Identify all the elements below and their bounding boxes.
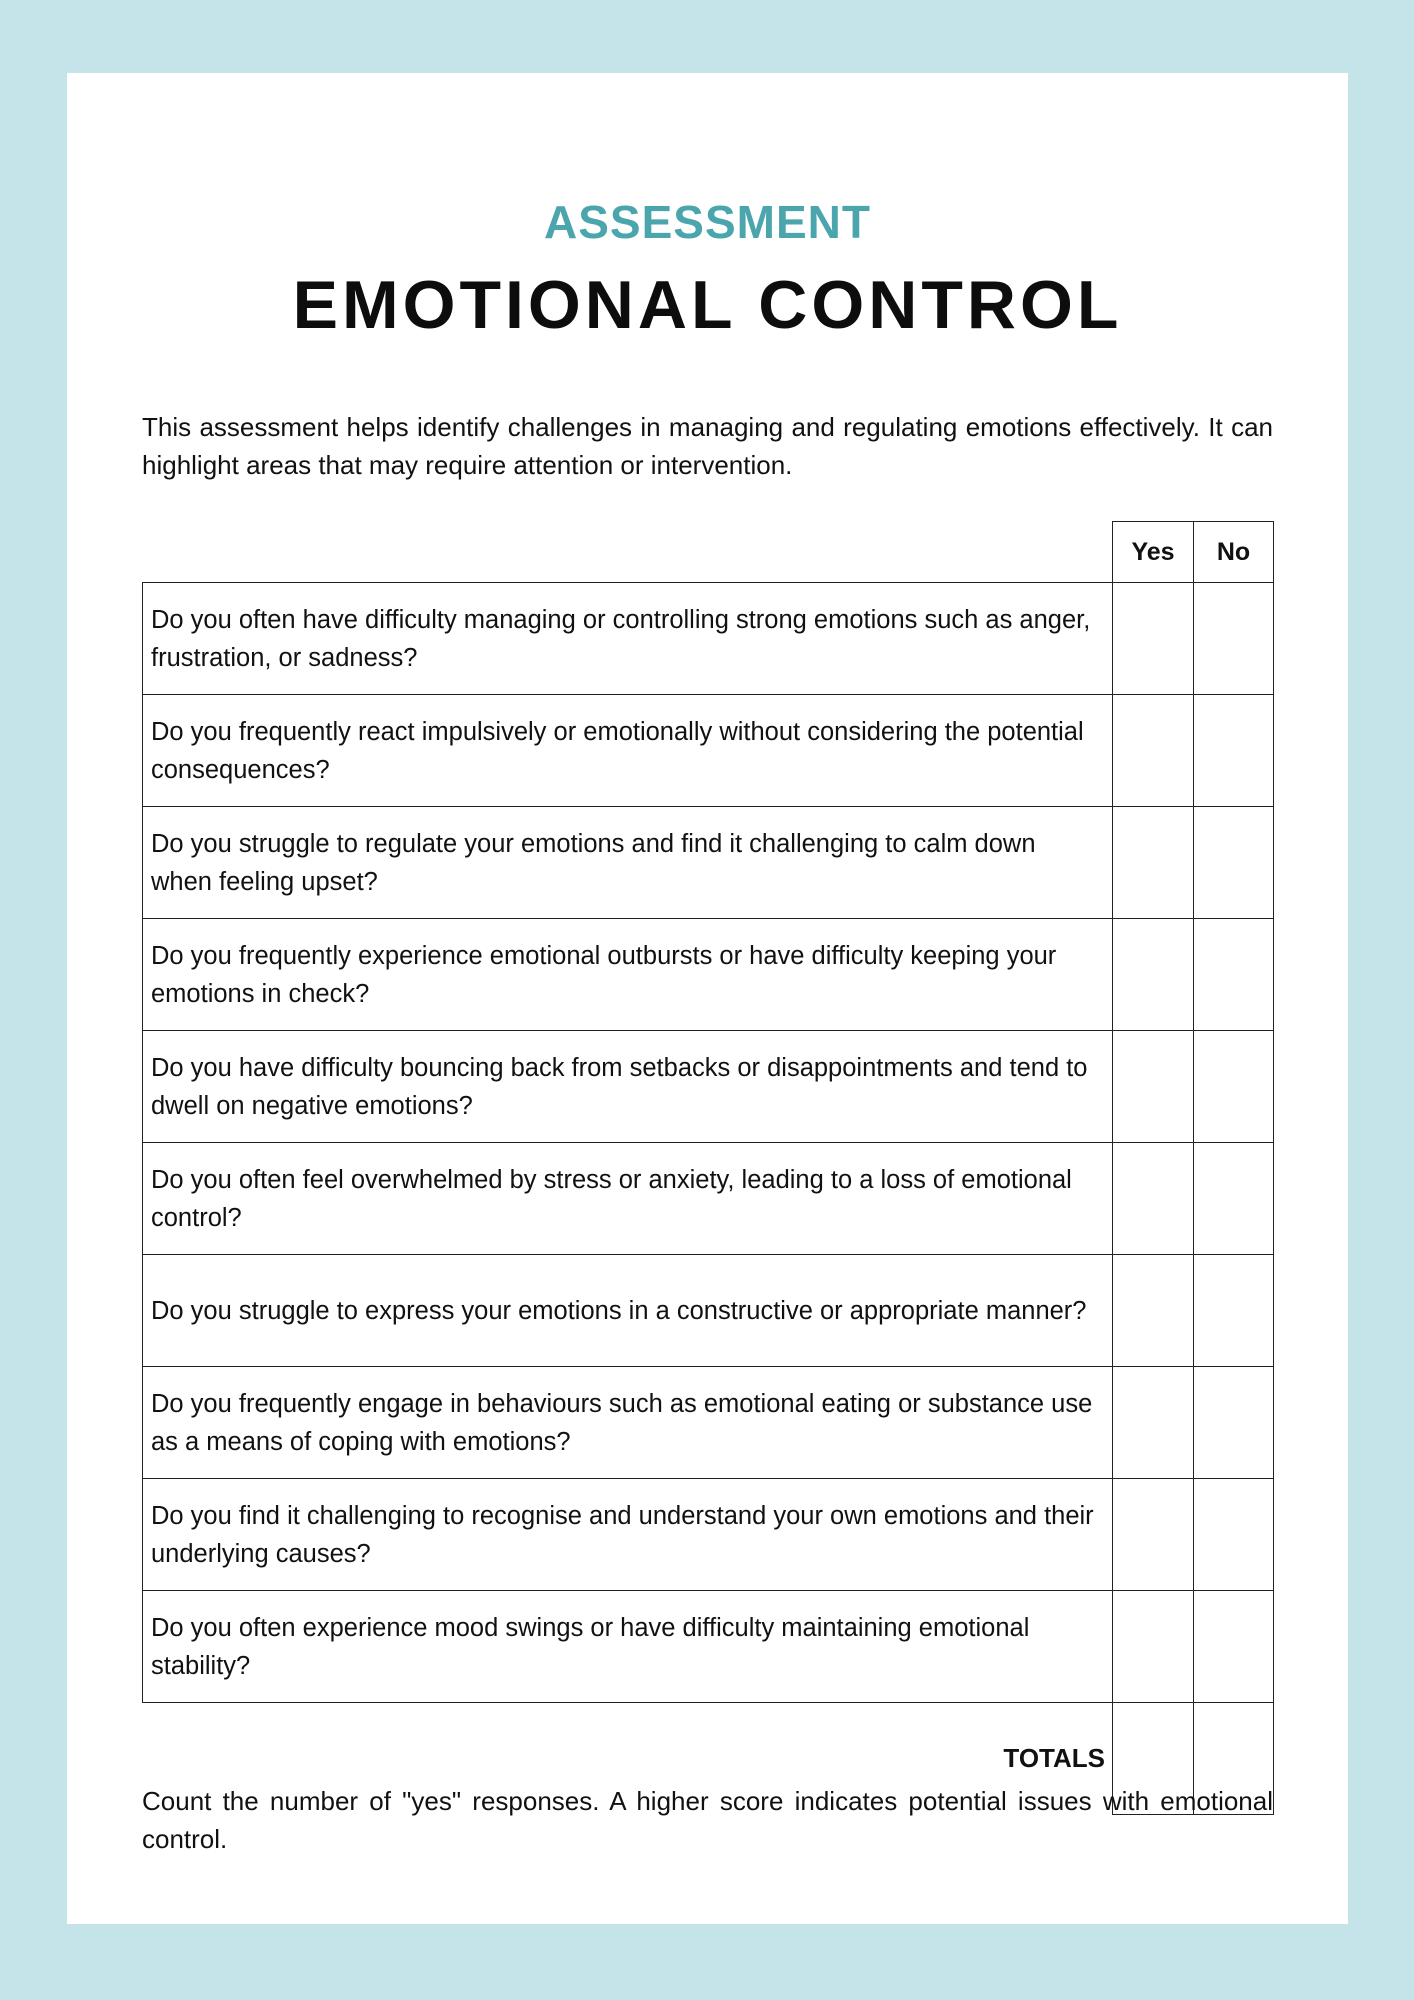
table-row [143, 1367, 1274, 1479]
question-text: Do you frequently react impulsively or emotionally without considering the potential consequences? [143, 695, 1113, 807]
table-row [143, 919, 1274, 1031]
question-text: Do you have difficulty bouncing back from setbacks or disappointments and tend to dwell on negative emotions? [143, 1031, 1113, 1143]
yes-answer-box[interactable] [1113, 919, 1194, 1031]
yes-answer-box[interactable] [1113, 807, 1194, 919]
yes-answer-box[interactable] [1113, 1367, 1194, 1479]
question-text: Do you frequently experience emotional outbursts or have difficulty keeping your emotions in check? [143, 919, 1113, 1031]
column-header-yes: Yes [1113, 522, 1194, 583]
table-row [143, 1479, 1274, 1591]
question-text: Do you often feel overwhelmed by stress or anxiety, leading to a loss of emotional control? [143, 1143, 1113, 1255]
intro-paragraph: This assessment helps identify challenges in managing and regulating emotions effectively. It can highlight areas that may require attention or intervention. [142, 412, 1273, 480]
table-row [143, 1255, 1274, 1367]
no-answer-box[interactable] [1194, 583, 1274, 695]
question-text: Do you struggle to express your emotions in a constructive or appropriate manner? [143, 1255, 1113, 1367]
column-header-no: No [1194, 522, 1274, 583]
yes-answer-box[interactable] [1113, 1591, 1194, 1703]
scoring-instructions: Count the number of "yes" responses. A higher score indicates potential issues with emotional control. [142, 1786, 1273, 1854]
worksheet-page [67, 73, 1348, 1924]
yes-answer-box[interactable] [1113, 1031, 1194, 1143]
question-text: Do you find it challenging to recognise and understand your own emotions and their underlying causes? [143, 1479, 1113, 1591]
yes-answer-box[interactable] [1113, 695, 1194, 807]
no-answer-box[interactable] [1194, 919, 1274, 1031]
table-row [143, 695, 1274, 807]
page-title: EMOTIONAL CONTROL [292, 267, 1123, 343]
no-answer-box[interactable] [1194, 807, 1274, 919]
no-answer-box[interactable] [1194, 1143, 1274, 1255]
question-text: Do you often have difficulty managing or controlling strong emotions such as anger, frustration, or sadness? [143, 583, 1113, 695]
yes-answer-box[interactable] [1113, 1479, 1194, 1591]
yes-answer-box[interactable] [1113, 1255, 1194, 1367]
table-row [143, 1591, 1274, 1703]
no-answer-box[interactable] [1194, 1367, 1274, 1479]
no-answer-box[interactable] [1194, 1031, 1274, 1143]
question-text: Do you often experience mood swings or have difficulty maintaining emotional stability? [143, 1591, 1113, 1703]
no-answer-box[interactable] [1194, 695, 1274, 807]
table-row [143, 1143, 1274, 1255]
no-answer-box[interactable] [1194, 1591, 1274, 1703]
table-row [143, 583, 1274, 695]
table-row [143, 807, 1274, 919]
yes-answer-box[interactable] [1113, 583, 1194, 695]
table-row [143, 1031, 1274, 1143]
assessment-table [142, 521, 1274, 1815]
table-header-row [143, 522, 1274, 583]
totals-label: TOTALS [143, 1703, 1113, 1815]
no-answer-box[interactable] [1194, 1255, 1274, 1367]
section-kicker: ASSESSMENT [544, 196, 871, 248]
no-answer-box[interactable] [1194, 1479, 1274, 1591]
question-text: Do you struggle to regulate your emotions and find it challenging to calm down when feeling upset? [143, 807, 1113, 919]
header-blank-cell [143, 522, 1113, 583]
question-text: Do you frequently engage in behaviours such as emotional eating or substance use as a means of coping with emotions? [143, 1367, 1113, 1479]
yes-answer-box[interactable] [1113, 1143, 1194, 1255]
